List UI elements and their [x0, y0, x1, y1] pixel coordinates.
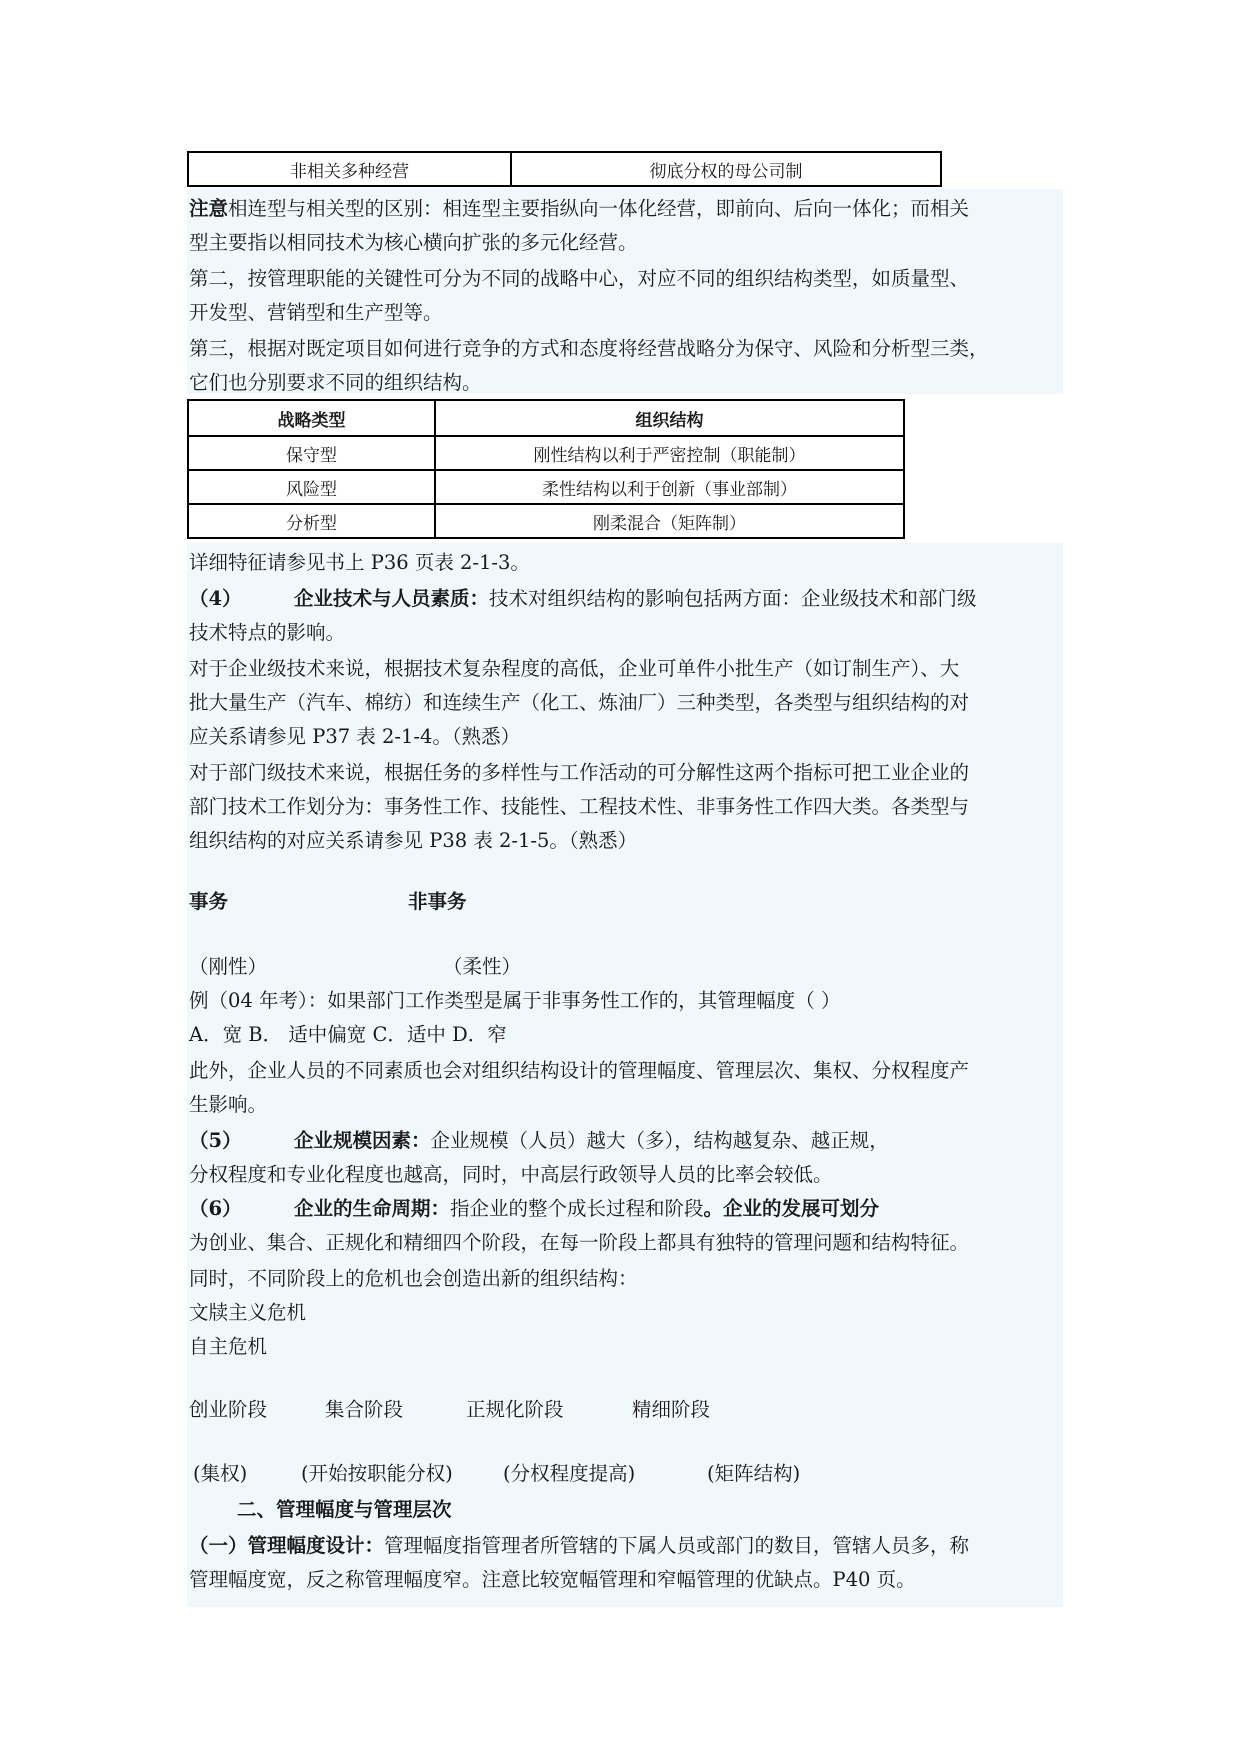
diagram-sublabel-right: （柔性） [443, 955, 522, 978]
section-4-heading: （4） 企业技术与人员素质：技术对组织结构的影响包括两方面：企业级技术和部门级 [189, 582, 977, 616]
table-cell: 彻底分权的母公司制 [511, 152, 941, 186]
section-2-title: 二、管理幅度与管理层次 [237, 1498, 452, 1521]
detail-reference: 详细特征请参见书上 P36 页表 2-1-3。 [189, 551, 530, 574]
section-2-1-line-2: 管理幅度宽，反之称管理幅度窄。注意比较宽幅管理和窄幅管理的优缺点。P40 页。 [189, 1568, 916, 1591]
table-cell: 保守型 [188, 436, 435, 470]
table-header-row [188, 400, 904, 436]
table-cell: 刚柔混合（矩阵制） [435, 504, 904, 538]
section-4-para2-line-1: 对于部门级技术来说，根据任务的多样性与工作活动的可分解性这两个指标可把工业企业的 [189, 761, 970, 784]
paragraph-3-line-2: 它们也分别要求不同的组织结构。 [189, 371, 482, 394]
table-row [188, 152, 941, 186]
section-title: 企业技术与人员素质： [294, 587, 490, 610]
section-5-heading: （5） 企业规模因素：企业规模（人员）越大（多），结构越复杂、越正规， [189, 1124, 889, 1158]
section-4-para2-line-3: 组织结构的对应关系请参见 P38 表 2-1-5。（熟悉） [189, 829, 638, 852]
section-5-line-2: 分权程度和专业化程度也越高，同时，中高层行政领导人员的比率会较低。 [189, 1163, 833, 1186]
table-cell: 非相关多种经营 [188, 152, 511, 186]
paragraph-2-line-2: 开发型、营销型和生产型等。 [189, 301, 443, 324]
stage-note-1: (集权) [193, 1462, 248, 1485]
section-number: （6） [189, 1197, 242, 1220]
paragraph-2-line-1: 第二，按管理职能的关键性可分为不同的战略中心，对应不同的组织结构类型，如质量型、 [189, 267, 970, 290]
stage-3: 正规化阶段 [466, 1398, 564, 1421]
crisis-1: 文牍主义危机 [189, 1301, 307, 1324]
also-line-2: 生影响。 [189, 1093, 268, 1116]
section-number: （4） [189, 587, 242, 610]
top-table [187, 151, 942, 187]
note-label: 注意 [189, 197, 229, 220]
also-line-1: 此外，企业人员的不同素质也会对组织结构设计的管理幅度、管理层次、集权、分权程度产 [189, 1059, 970, 1082]
table-cell: 风险型 [188, 470, 435, 504]
section-title: 企业的生命周期： [294, 1197, 451, 1220]
note-line-1: 注意相连型与相关型的区别：相连型主要指纵向一体化经营，即前向、后向一体化；而相关 [189, 197, 970, 220]
stage-note-2: (开始按职能分权) [301, 1462, 453, 1485]
section-4-para2-line-2: 部门技术工作划分为：事务性工作、技能性、工程技术性、非事务性工作四大类。各类型与 [189, 795, 970, 818]
stage-2: 集合阶段 [325, 1398, 404, 1421]
section-4-para1-line-1: 对于企业级技术来说，根据技术复杂程度的高低，企业可单件小批生产（如订制生产）、大 [189, 657, 960, 680]
note-line-2: 型主要指以相同技术为核心横向扩张的多元化经营。 [189, 231, 638, 254]
section-4-para1-line-3: 应关系请参见 P37 表 2-1-4。（熟悉） [189, 725, 521, 748]
diagram-label-right: 非事务 [408, 890, 467, 913]
table-row [188, 470, 904, 504]
diagram-sublabel-left: （刚性） [189, 955, 268, 978]
stage-4: 精细阶段 [632, 1398, 711, 1421]
section-number: （5） [189, 1129, 242, 1152]
section-title: （一）管理幅度设计： [189, 1534, 385, 1557]
table-cell: 刚性结构以利于严密控制（职能制） [435, 436, 904, 470]
section-4-para1-line-2: 批大量生产（汽车、棉纺）和连续生产（化工、炼油厂）三种类型，各类型与组织结构的对 [189, 691, 970, 714]
section-6-line-2: 为创业、集合、正规化和精细四个阶段，在每一阶段上都具有独特的管理问题和结构特征。 [189, 1231, 970, 1254]
section-2-1-line-1: （一）管理幅度设计：管理幅度指管理者所管辖的下属人员或部门的数目，管辖人员多，称 [189, 1534, 970, 1557]
table-cell: 分析型 [188, 504, 435, 538]
table-row [188, 436, 904, 470]
stage-note-4: (矩阵结构) [707, 1462, 801, 1485]
example-question: 例（04 年考）：如果部门工作类型是属于非事务性工作的，其管理幅度（ ） [189, 989, 841, 1012]
table-cell: 柔性结构以利于创新（事业部制） [435, 470, 904, 504]
example-options: A．宽 B． 适中偏宽 C．适中 D．窄 [189, 1023, 507, 1046]
table-row [188, 504, 904, 538]
section-6-line-3: 同时，不同阶段上的危机也会创造出新的组织结构： [189, 1267, 638, 1290]
crisis-2: 自主危机 [189, 1335, 268, 1358]
table-header-cell: 组织结构 [435, 400, 904, 436]
section-6-heading: （6） 企业的生命周期：指企业的整个成长过程和阶段。企业的发展可划分 [189, 1192, 879, 1226]
paragraph-3-line-1: 第三，根据对既定项目如何进行竞争的方式和态度将经营战略分为保守、风险和分析型三类， [189, 337, 989, 360]
section-4-line-2: 技术特点的影响。 [189, 621, 346, 644]
strategy-table [187, 399, 905, 539]
stage-1: 创业阶段 [189, 1398, 268, 1421]
table-header-cell: 战略类型 [188, 400, 435, 436]
diagram-label-left: 事务 [189, 890, 229, 913]
stage-note-3: (分权程度提高) [503, 1462, 636, 1485]
section-title: 企业规模因素： [294, 1129, 431, 1152]
